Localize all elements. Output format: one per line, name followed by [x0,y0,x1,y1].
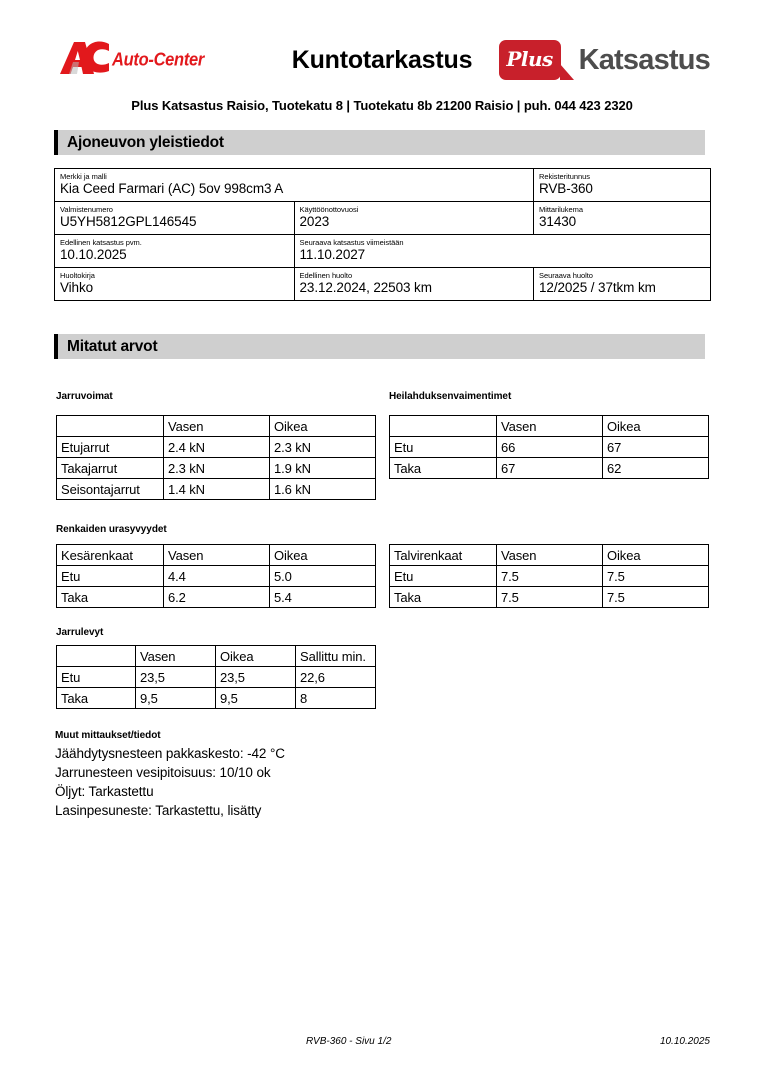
field-value: 12/2025 / 37tkm km [539,280,656,295]
field-label: Huoltokirja [60,271,95,280]
vehicle-info-table [54,168,711,301]
field-mittarilukema [534,202,711,235]
page-footer [54,1036,710,1052]
field-edellinen-katsastus [55,235,295,268]
field-value: U5YH5812GPL146545 [60,214,197,229]
table-row [57,566,376,587]
row-label: Seisontajarrut [57,479,164,500]
col-header: Oikea [270,416,376,437]
field-valmistenumero [55,202,295,235]
table-header-row [57,545,376,566]
document-header [54,34,710,90]
section-title-measured-values: Mitatut arvot [67,337,158,355]
plus-badge-icon [499,40,561,80]
table-row [57,667,376,688]
field-value: Kia Ceed Farmari (AC) 5ov 998cm3 A [60,181,284,196]
cell-value: 1.4 kN [164,479,270,500]
plus-katsastus-logo [499,38,710,82]
field-huoltokirja [55,268,295,301]
table-row [57,688,376,709]
cell-value: 22,6 [296,667,376,688]
table-header-row [390,545,709,566]
col-header: Vasen [497,545,603,566]
cell-value: 6.2 [164,587,270,608]
field-label: Käyttöönottovuosi [299,205,359,214]
col-header: Talvirenkaat [390,545,497,566]
field-rekisteritunnus [534,169,711,202]
row-label: Taka [390,458,497,479]
field-value: 11.10.2027 [299,247,366,262]
plus-badge-tail-icon [560,64,574,80]
col-header: Vasen [497,416,603,437]
other-measurement-line: Jarrunesteen vesipitoisuus: 10/10 ok [55,765,271,780]
cell-value: 8 [296,688,376,709]
row-label: Taka [57,688,136,709]
field-label: Seuraava huolto [539,271,593,280]
footer-page-label: RVB-360 - Sivu 1/2 [306,1036,392,1047]
col-header: Oikea [603,545,709,566]
col-header: Oikea [603,416,709,437]
cell-value: 62 [603,458,709,479]
cell-value: 67 [497,458,603,479]
cell-value: 23,5 [136,667,216,688]
summer-tyres-table [56,544,376,608]
table-row [57,437,376,458]
row-label: Etu [390,437,497,458]
field-edellinen-huolto [294,268,534,301]
field-kayttoonottovuosi [294,202,534,235]
footer-date: 10.10.2025 [659,1036,710,1047]
cell-value: 5.4 [270,587,376,608]
table-row [390,437,709,458]
col-header: Vasen [164,545,270,566]
field-value: RVB-360 [539,181,593,196]
brake-forces-table [56,415,376,500]
table-row [57,587,376,608]
cell-value: 1.9 kN [270,458,376,479]
col-header [390,416,497,437]
table-header-row [57,416,376,437]
table-header-row [390,416,709,437]
cell-value: 67 [603,437,709,458]
field-value: 10.10.2025 [60,247,127,262]
table-row [55,202,711,235]
cell-value: 9,5 [136,688,216,709]
field-seuraava-katsastus [294,235,711,268]
other-measurements-title: Muut mittaukset/tiedot [55,730,161,741]
caption-brake-forces: Jarruvoimat [56,391,113,402]
cell-value: 5.0 [270,566,376,587]
field-seuraava-huolto [534,268,711,301]
cell-value: 1.6 kN [270,479,376,500]
cell-value: 9,5 [216,688,296,709]
col-header: Kesärenkaat [57,545,164,566]
brake-discs-table [56,645,376,709]
col-header [57,416,164,437]
field-value: Vihko [60,280,94,295]
table-row [390,458,709,479]
other-measurement-line: Lasinpesuneste: Tarkastettu, lisätty [55,803,262,818]
col-header: Oikea [216,646,296,667]
field-label: Edellinen katsastus pvm. [60,238,142,247]
shock-absorbers-table [389,415,709,479]
row-label: Taka [57,587,164,608]
cell-value: 7.5 [497,587,603,608]
field-label: Valmistenumero [60,205,113,214]
field-label: Merkki ja malli [60,172,107,181]
table-row [57,479,376,500]
table-row [55,268,711,301]
cell-value: 2.3 kN [164,458,270,479]
field-value: 2023 [299,214,330,229]
cell-value: 7.5 [497,566,603,587]
caption-shock-absorbers: Heilahduksenvaimentimet [389,391,512,402]
table-row [55,169,711,202]
field-merkki-ja-malli [55,169,534,202]
col-header: Vasen [136,646,216,667]
section-header-measured-values [54,334,705,359]
col-header: Vasen [164,416,270,437]
row-label: Etujarrut [57,437,164,458]
cell-value: 2.4 kN [164,437,270,458]
row-label: Taka [390,587,497,608]
field-label: Edellinen huolto [299,271,353,280]
caption-tread-depths: Renkaiden urasyvyydet [56,524,167,535]
other-measurement-line: Öljyt: Tarkastettu [55,784,154,799]
section-header-vehicle-info [54,130,705,155]
other-measurements-block [55,730,475,820]
table-row [55,235,711,268]
katsastus-wordmark: Katsastus [578,43,710,76]
cell-value: 7.5 [603,587,709,608]
cell-value: 23,5 [216,667,296,688]
section-title-vehicle-info: Ajoneuvon yleistiedot [67,133,224,151]
cell-value: 7.5 [603,566,709,587]
row-label: Etu [390,566,497,587]
col-header [57,646,136,667]
table-row [390,566,709,587]
field-label: Mittarilukema [539,205,583,214]
col-header: Sallittu min. [296,646,376,667]
winter-tyres-table [389,544,709,608]
table-row [390,587,709,608]
cell-value: 4.4 [164,566,270,587]
cell-value: 2.3 kN [270,437,376,458]
auto-center-wordmark: Auto-Center [112,50,205,71]
field-label: Seuraava katsastus viimeistään [299,238,404,247]
plus-badge-label: Plus [506,47,553,71]
col-header: Oikea [270,545,376,566]
table-row [57,458,376,479]
table-header-row [57,646,376,667]
field-value: 31430 [539,214,577,229]
field-label: Rekisteritunnus [539,172,590,181]
field-value: 23.12.2024, 22503 km [299,280,432,295]
other-measurement-line: Jäähdytysnesteen pakkaskesto: -42 °C [55,746,285,761]
page-title: Kuntotarkastus [291,46,473,74]
row-label: Etu [57,667,136,688]
row-label: Etu [57,566,164,587]
caption-brake-discs: Jarrulevyt [56,627,104,638]
row-label: Takajarrut [57,458,164,479]
company-address: Plus Katsastus Raisio, Tuotekatu 8 | Tuotekatu 8b 21200 Raisio | puh. 044 423 2320 [131,98,633,113]
cell-value: 66 [497,437,603,458]
